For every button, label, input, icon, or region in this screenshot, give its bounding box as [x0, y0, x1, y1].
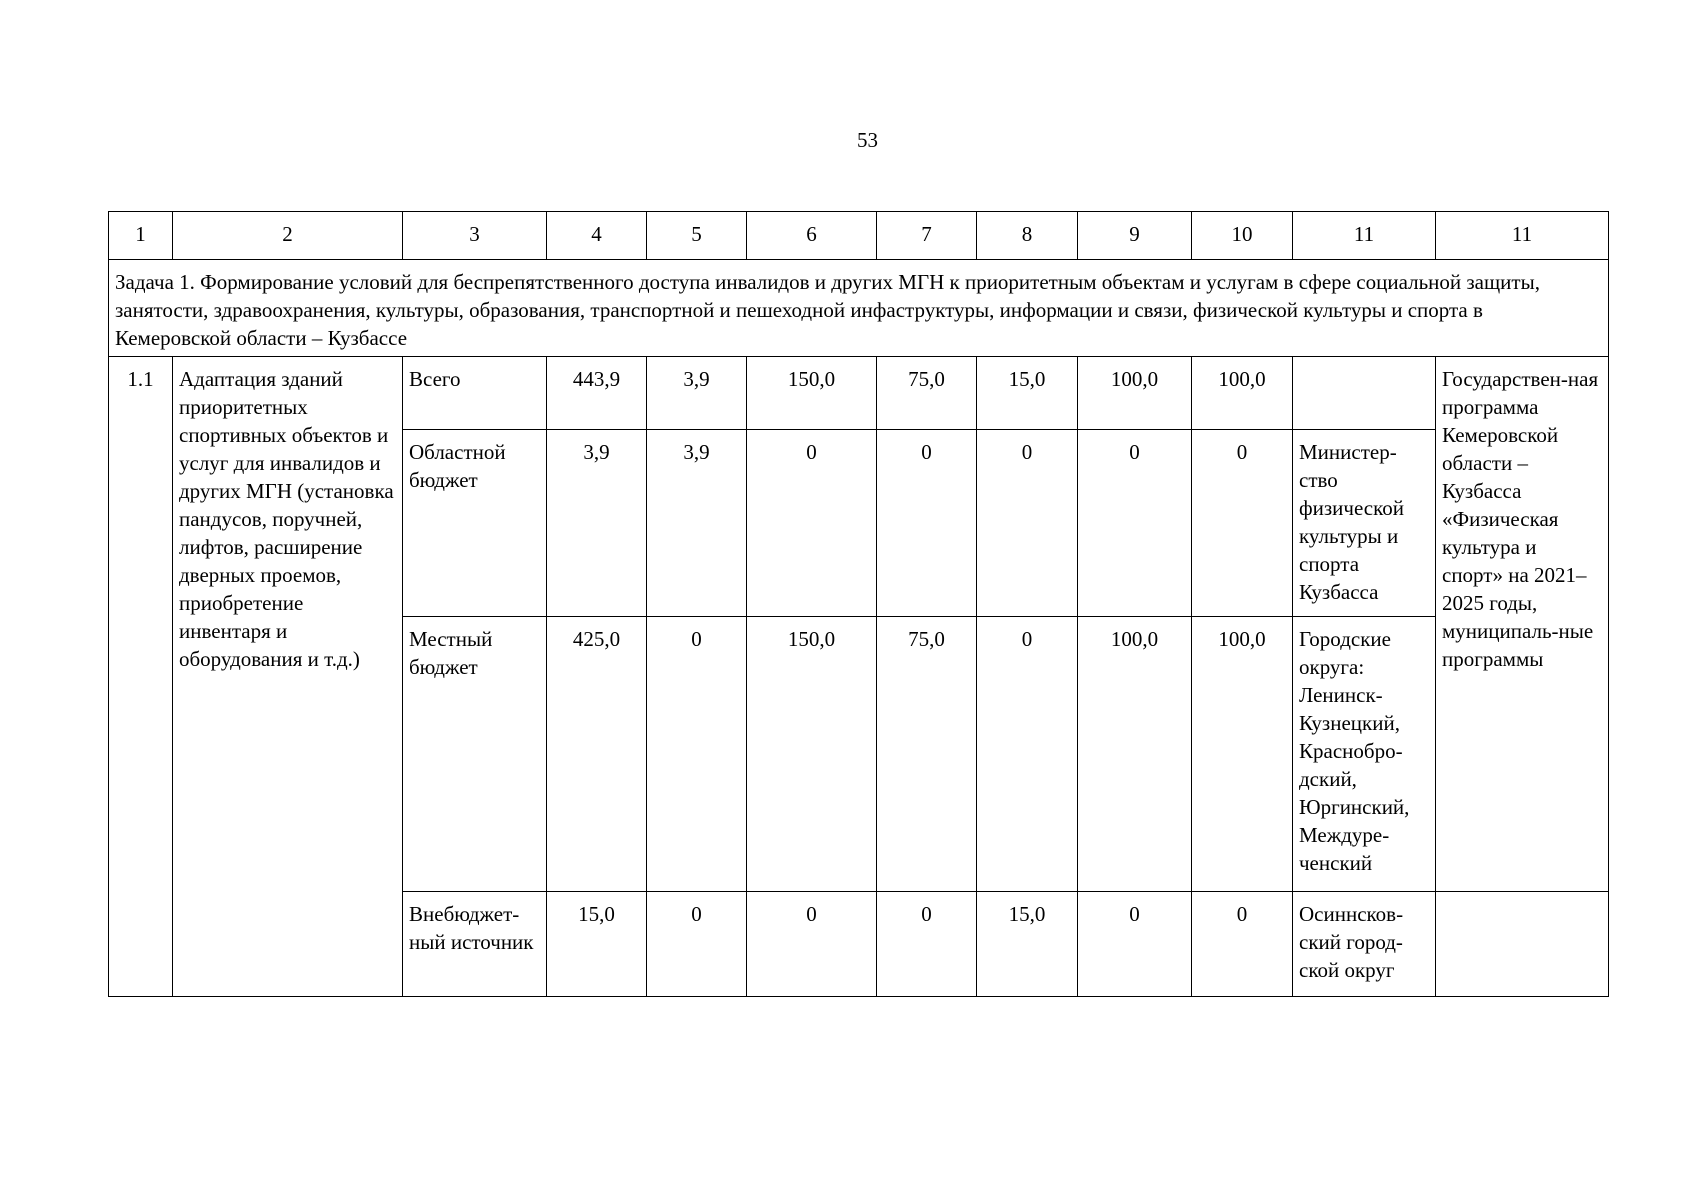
funding-source: Местный бюджет — [403, 617, 547, 892]
task-title: Задача 1. Формирование условий для беспрепятственного доступа инвалидов и других МГН к приоритетным объектам и услугам в сфере социальной защиты, занятости, здравоохранения, культуры, образования, транспортной и пешеходной инфаструктуры, информации и связи, физической культуры и спорта в Кемеровской области – Кузбассе — [109, 260, 1609, 357]
executor-cell: Министер-ство физической культуры и спорта Кузбасса — [1293, 430, 1436, 617]
value-cell: 100,0 — [1192, 357, 1293, 430]
value-cell: 100,0 — [1078, 617, 1192, 892]
column-number-header: 11 — [1436, 212, 1609, 260]
program-cell-empty — [1436, 892, 1609, 997]
item-description: Адаптация зданий приоритетных спортивных объектов и услуг для инвалидов и других МГН (установка пандусов, поручней, лифтов, расширение дверных проемов, приобретение инвентаря и оборудования и т.д.) — [173, 357, 403, 997]
value-cell: 3,9 — [647, 430, 747, 617]
value-cell: 0 — [1078, 430, 1192, 617]
value-cell: 15,0 — [547, 892, 647, 997]
column-number-header: 1 — [109, 212, 173, 260]
column-number-header: 8 — [977, 212, 1078, 260]
value-cell: 0 — [977, 617, 1078, 892]
value-cell: 150,0 — [747, 357, 877, 430]
value-cell: 75,0 — [877, 357, 977, 430]
column-number-header: 4 — [547, 212, 647, 260]
program-table — [108, 211, 1609, 997]
funding-source: Областной бюджет — [403, 430, 547, 617]
value-cell: 75,0 — [877, 617, 977, 892]
table-row — [109, 357, 1609, 430]
executor-cell — [1293, 357, 1436, 430]
column-number-header: 6 — [747, 212, 877, 260]
value-cell: 0 — [1192, 892, 1293, 997]
value-cell: 3,9 — [547, 430, 647, 617]
funding-source: Внебюджет-ный источник — [403, 892, 547, 997]
value-cell: 0 — [1078, 892, 1192, 997]
value-cell: 100,0 — [1078, 357, 1192, 430]
executor-cell: Городские округа: Ленинск-Кузнецкий, Краснобро-дский, Юргинский, Междуре-ченский — [1293, 617, 1436, 892]
value-cell: 0 — [877, 892, 977, 997]
funding-source: Всего — [403, 357, 547, 430]
column-number-header: 5 — [647, 212, 747, 260]
value-cell: 0 — [977, 430, 1078, 617]
value-cell: 0 — [747, 892, 877, 997]
column-number-header: 2 — [173, 212, 403, 260]
column-number-header: 10 — [1192, 212, 1293, 260]
value-cell: 0 — [647, 892, 747, 997]
column-number-row — [109, 212, 1609, 260]
column-number-header: 3 — [403, 212, 547, 260]
value-cell: 443,9 — [547, 357, 647, 430]
value-cell: 15,0 — [977, 357, 1078, 430]
executor-cell: Осиннсков-ский город-ской округ — [1293, 892, 1436, 997]
value-cell: 425,0 — [547, 617, 647, 892]
column-number-header: 11 — [1293, 212, 1436, 260]
page-number: 53 — [857, 128, 878, 152]
task-row — [109, 260, 1609, 357]
program-cell: Государствен-ная программа Кемеровской области – Кузбасса «Физическая культура и спорт» на 2021– 2025 годы, муниципаль-ные программы — [1436, 357, 1609, 892]
value-cell: 100,0 — [1192, 617, 1293, 892]
value-cell: 0 — [1192, 430, 1293, 617]
value-cell: 0 — [647, 617, 747, 892]
value-cell: 0 — [747, 430, 877, 617]
column-number-header: 7 — [877, 212, 977, 260]
column-number-header: 9 — [1078, 212, 1192, 260]
item-number: 1.1 — [109, 357, 173, 997]
value-cell: 150,0 — [747, 617, 877, 892]
value-cell: 15,0 — [977, 892, 1078, 997]
value-cell: 3,9 — [647, 357, 747, 430]
value-cell: 0 — [877, 430, 977, 617]
